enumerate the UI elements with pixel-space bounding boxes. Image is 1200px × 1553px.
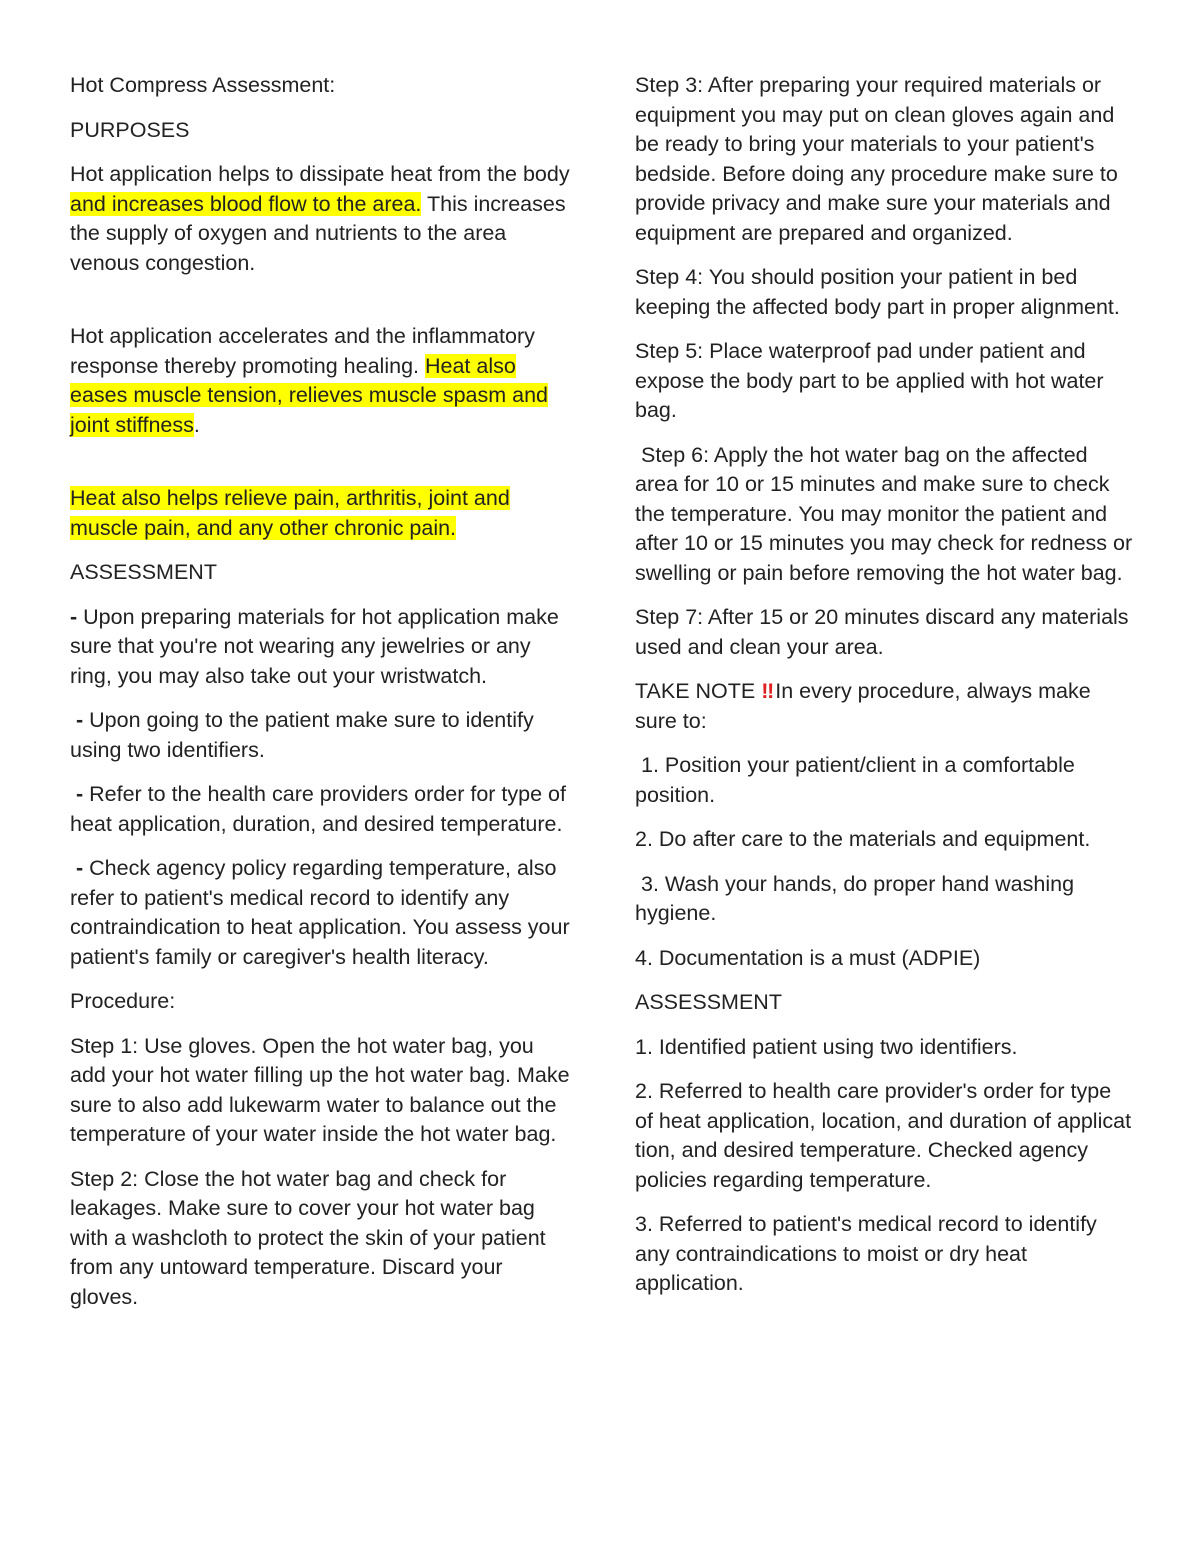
procedure-step: Step 4: You should position your patient in bed keeping the affected body part in proper alignment. xyxy=(635,265,1120,319)
dash-bullet-icon: - xyxy=(75,782,90,806)
reminder-item: 2. Do after care to the materials and equipment. xyxy=(635,827,1091,851)
purpose-2-text-end: . xyxy=(193,412,200,437)
assessment-heading: ASSESSMENT xyxy=(70,560,217,584)
procedure-step: Step 1: Use gloves. Open the hot water bag, you add your hot water filling up the hot water bag. Make sure to also add lukewarm water to balance out the temperature of your water inside the hot water bag. xyxy=(70,1033,570,1146)
bullet-text: Check agency policy regarding temperature, also refer to patient's medical record to identify any contraindication to heat application. You assess your patient's family or caregiver's health literacy. xyxy=(70,856,570,969)
procedure-heading: Procedure: xyxy=(70,989,176,1013)
bullet-text: Upon going to the patient make sure to identify using two identifiers. xyxy=(70,708,534,762)
assessment-heading-2: ASSESSMENT xyxy=(635,990,782,1014)
assessment-item: 1. Identified patient using two identifiers. xyxy=(635,1034,1018,1059)
right-column xyxy=(635,71,1139,1314)
procedure-step: Step 3: After preparing your required materials or equipment you may put on clean gloves again and be ready to bring your materials to your patient's bedside. Before doing any procedure make sure to provide privacy and make sure your materials and equipment are prepared and organized. xyxy=(635,73,1118,245)
purposes-heading: PURPOSES xyxy=(70,117,190,142)
purpose-1-text: Hot application helps to dissipate heat from the body xyxy=(70,162,570,186)
purpose-2-text: Hot application accelerates and the inflammatory response thereby promoting healing. xyxy=(70,324,535,378)
double-exclamation-icon: ‼ xyxy=(761,679,772,703)
assessment-bullet xyxy=(70,854,570,972)
purpose-paragraph-3 xyxy=(70,484,570,543)
highlighted-text: and increases blood flow to the area. xyxy=(70,191,422,216)
assessment-bullet xyxy=(70,603,570,692)
reminder-item: 1. Position your patient/client in a comfortable position. xyxy=(635,753,1081,807)
document-title: Hot Compress Assessment: xyxy=(70,73,336,97)
highlighted-text: Heat also helps relieve pain, arthritis, joint and muscle pain, and any other chronic pain. xyxy=(70,486,510,540)
take-note-label: TAKE NOTE xyxy=(635,679,762,703)
reminder-item: 3. Wash your hands, do proper hand washing hygiene. xyxy=(635,871,1081,925)
reminder-item: 4. Documentation is a must (ADPIE) xyxy=(635,945,981,970)
assessment-bullet xyxy=(70,706,570,765)
bullet-text: Upon preparing materials for hot application make sure that you're not wearing any jewelries or any ring, you may also take out your wristwatch. xyxy=(70,604,559,688)
assessment-item: 3. Referred to patient's medical record to identify any contraindications to moist or dry heat application. xyxy=(635,1212,1097,1295)
left-column xyxy=(70,71,570,1327)
procedure-step: Step 6: Apply the hot water bag on the affected area for 10 or 15 minutes and make sure to check the temperature. You may monitor the patient and after 10 or 15 minutes you may check for redness or swelling or pain before removing the hot water bag. xyxy=(635,442,1139,585)
procedure-step: Step 2: Close the hot water bag and check for leakages. Make sure to cover your hot water bag with a washcloth to protect the skin of your patient from any untoward temperature. Discard your gloves. xyxy=(70,1166,546,1309)
assessment-bullet xyxy=(70,780,570,839)
take-note-text: In every procedure, always make sure to: xyxy=(635,679,1091,733)
highlighted-text: Heat also eases muscle tension, relieves muscle spasm and joint stiffness xyxy=(70,353,548,437)
dash-bullet-icon: - xyxy=(75,708,90,732)
purpose-paragraph-2 xyxy=(70,322,570,440)
bullet-text: Refer to the health care providers order for type of heat application, duration, and desired temperature. xyxy=(70,782,566,836)
take-note xyxy=(635,677,1135,736)
dash-bullet-icon: - xyxy=(75,856,90,880)
procedure-step: Step 7: After 15 or 20 minutes discard any materials used and clean your area. xyxy=(635,605,1129,659)
procedure-step: Step 5: Place waterproof pad under patient and expose the body part to be applied with hot water bag. xyxy=(635,339,1104,422)
purpose-1-text-end: This increases the supply of oxygen and nutrients to the area venous congestion. xyxy=(70,191,566,275)
purpose-paragraph-1 xyxy=(70,160,570,278)
dash-bullet-icon: - xyxy=(70,604,84,629)
assessment-item: 2. Referred to health care provider's order for type of heat application, location, and duration of applicat tion, and desired temperature. Checked agency policies regarding temperature. xyxy=(635,1079,1132,1192)
